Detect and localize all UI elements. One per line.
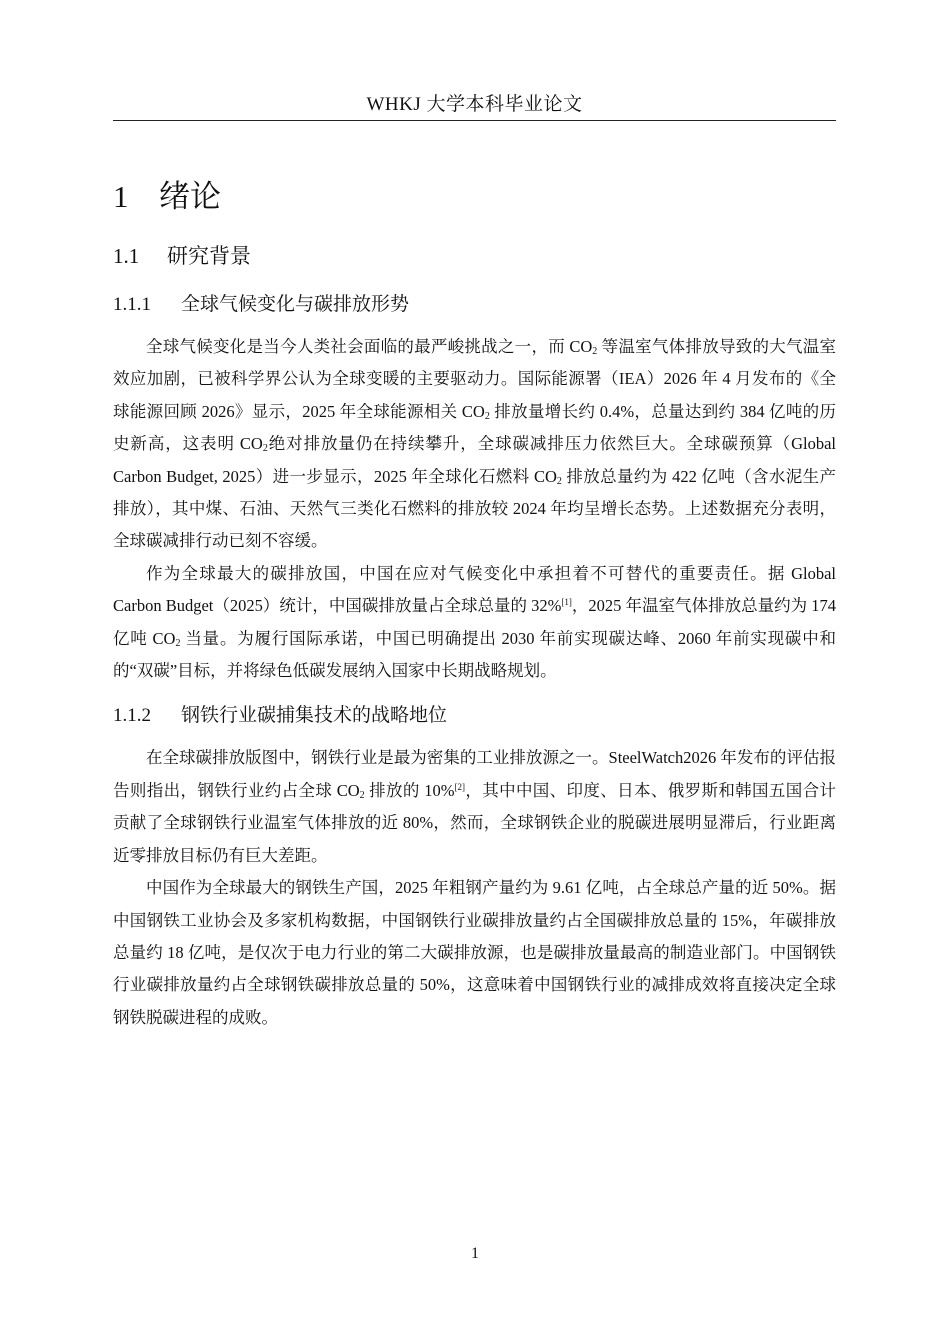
body-paragraph (113, 331, 836, 558)
text-run: ，2025 年温室气体排放总量约为 174 亿吨 CO (113, 596, 837, 648)
citation-ref: [2] (454, 781, 465, 792)
header-title: WHKJ 大学本科毕业论文 (366, 94, 583, 115)
text-run: 等温室气体排放导致的大气温室效应加剧，已被科学界公认为全球变暖的主要驱动力。国际能源署（IEA）2026 年 4 月发布的《全球能源回顾 2026》显示，2025 年全球能源相关 CO (113, 337, 837, 421)
body-paragraph (113, 742, 836, 872)
subsection-heading (113, 284, 836, 325)
subsection-title: 钢铁行业碳捕集技术的战略地位 (181, 704, 448, 727)
subscript: 2 (484, 410, 490, 422)
text-run: 作为全球最大的碳排放国，中国在应对气候变化中承担着不可替代的重要责任。据 Global Carbon Budget（2025）统计，中国碳排放量占全球总量的 32% (113, 563, 836, 616)
subsection-title: 全球气候变化与碳排放形势 (181, 293, 410, 315)
subsection-number: 1.1.2 (113, 705, 151, 727)
page-number: 1 (471, 1245, 479, 1262)
subsection-heading (113, 695, 836, 736)
subsection-number: 1.1.1 (113, 294, 151, 315)
text-run: 排放总量约为 422 亿吨（含水泥生产排放），其中煤、石油、天然气三类化石燃料的排放较 2024 年均呈增长态势。上述数据充分表明，全球碳减排行动已刻不容缓。 (113, 466, 836, 551)
chapter-title: 绪论 (159, 179, 221, 215)
page-body (113, 170, 836, 1034)
subsection-2 (113, 695, 836, 1034)
section-title: 研究背景 (167, 244, 251, 268)
subscript: 2 (175, 637, 181, 649)
text-run: 绝对排放量仍在持续攀升，全球碳减排压力依然巨大。全球碳预算（Global Carbon Budget, 2025）进一步显示，2025 年全球化石燃料 CO (113, 434, 836, 486)
text-run: 当量。为履行国际承诺，中国已明确提出 2030 年前实现碳达峰、2060 年前实现碳中和的“双碳”目标，并将绿色低碳发展纳入国家中长期战略规划。 (113, 628, 837, 681)
body-paragraph (113, 558, 836, 688)
body-paragraph (113, 872, 836, 1034)
running-header (113, 92, 836, 121)
text-run: ，其中中国、印度、日本、俄罗斯和韩国五国合计贡献了全球钢铁行业温室气体排放的近 80%，然而，全球钢铁企业的脱碳进展明显滞后，行业距离近零排放目标仍有巨大差距。 (113, 780, 837, 865)
subscript: 2 (556, 475, 562, 487)
text-run: 全球气候变化是当今人类社会面临的最严峻挑战之一，而 CO (146, 337, 593, 356)
section-heading (113, 236, 836, 276)
text-run: 在全球碳排放版图中，钢铁行业是最为密集的工业排放源之一。SteelWatch2026 年发布的评估报告则指出，钢铁行业约占全球 CO (113, 748, 836, 800)
citation-ref: [1] (561, 597, 572, 608)
text-run: 排放量增长约 0.4%，总量达到约 384 亿吨的历史新高，这表明 CO (113, 401, 837, 454)
subscript: 2 (262, 443, 268, 455)
text-run: 排放的 10% (364, 780, 455, 800)
chapter-heading (113, 170, 836, 224)
subscript: 2 (359, 789, 365, 801)
text-run: 中国作为全球最大的钢铁生产国，2025 年粗钢产量约为 9.61 亿吨，占全球总产量的近 50%。据中国钢铁工业协会及多家机构数据，中国钢铁行业碳排放量约占全国碳排放总量的 15%，年碳排放总量约 18 亿吨，是仅次于电力行业的第二大碳排放源，也是碳排放量最高的制造业部门。中国钢铁行业碳排放量约占全球钢铁碳排放总量的 50%，这意味着中国钢铁行业的减排成效将直接决定全球钢铁脱碳进程的成败。 (113, 878, 836, 1027)
section-number: 1.1 (113, 244, 140, 268)
subsection-1 (113, 284, 836, 687)
subscript: 2 (592, 346, 598, 357)
chapter-number: 1 (113, 179, 129, 214)
